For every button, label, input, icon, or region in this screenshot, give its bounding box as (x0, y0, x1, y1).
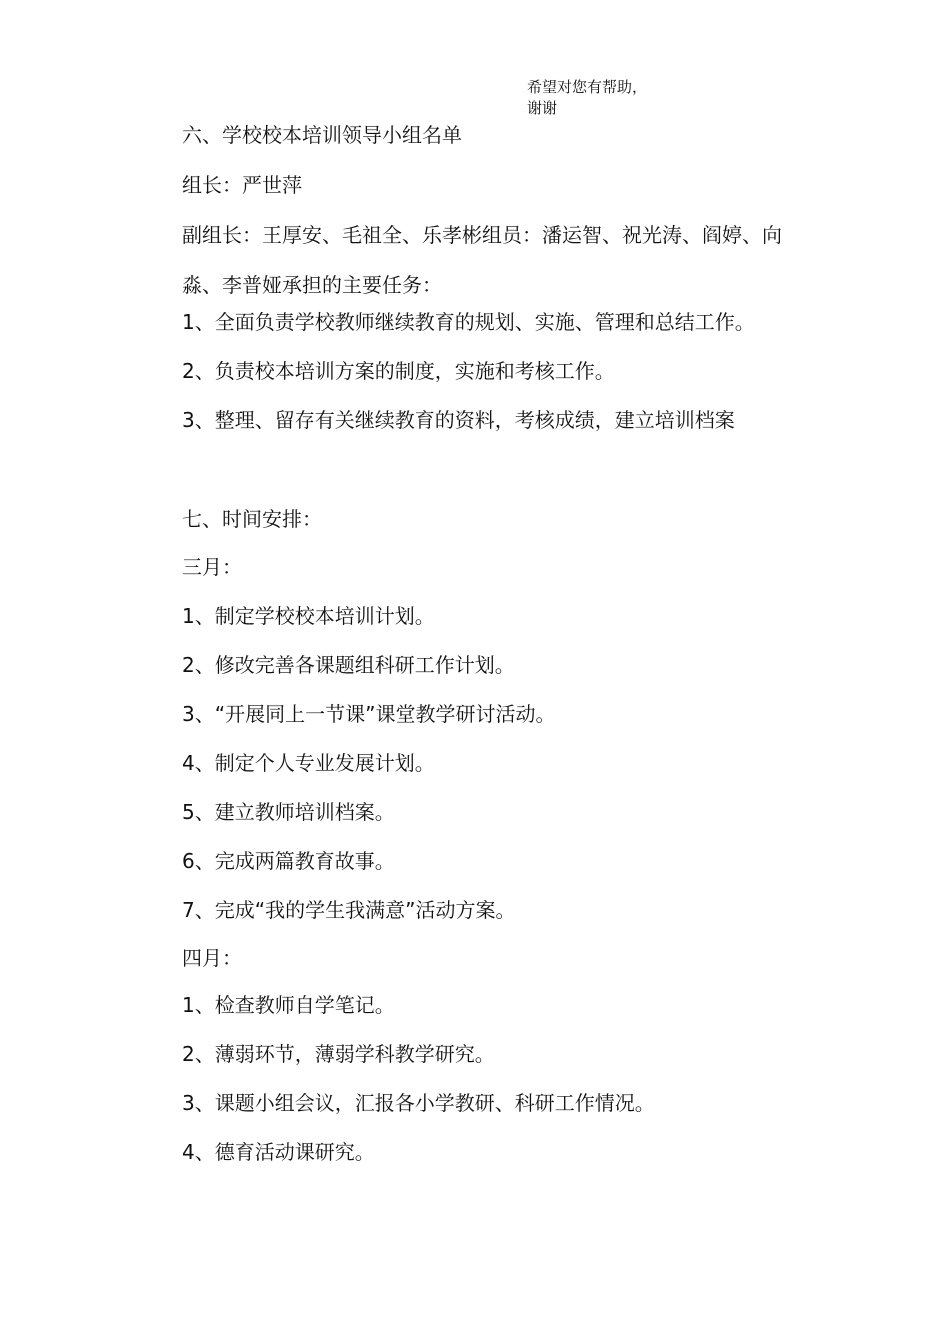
april-item: 4、德育活动课研究。 (182, 1140, 375, 1164)
month-label-march: 三月： (182, 555, 242, 579)
task-item: 3、整理、留存有关继续教育的资料，考核成绩，建立培训档案 (182, 408, 735, 432)
april-item: 3、课题小组会议，汇报各小学教研、科研工作情况。 (182, 1091, 655, 1115)
april-item: 2、薄弱环节，薄弱学科教学研究。 (182, 1042, 495, 1066)
month-label-april: 四月： (182, 946, 242, 970)
help-note (527, 77, 647, 119)
members-line-2: 淼、李普娅承担的主要任务： (182, 273, 442, 297)
leader-line: 组长：严世萍 (182, 173, 302, 197)
march-item: 2、修改完善各课题组科研工作计划。 (182, 653, 515, 677)
march-item: 5、建立教师培训档案。 (182, 800, 395, 824)
april-item: 1、检查教师自学笔记。 (182, 993, 395, 1017)
task-item: 1、全面负责学校教师继续教育的规划、实施、管理和总结工作。 (182, 310, 755, 334)
march-item: 6、完成两篇教育故事。 (182, 849, 395, 873)
march-item: 1、制定学校校本培训计划。 (182, 604, 435, 628)
march-item: 3、“开展同上一节课”课堂教学研讨活动。 (182, 702, 556, 726)
members-line-1: 副组长：王厚安、毛祖全、乐孝彬组员：潘运智、祝光涛、阎婷、向 (182, 223, 782, 247)
march-item: 4、制定个人专业发展计划。 (182, 751, 435, 775)
section-7-heading: 七、时间安排： (182, 507, 322, 531)
section-6-heading: 六、学校校本培训领导小组名单 (182, 123, 462, 147)
help-note-line-1: 希望对您有帮助， (527, 78, 648, 96)
help-note-line-2: 谢谢 (527, 99, 558, 117)
march-item: 7、完成“我的学生我满意”活动方案。 (182, 898, 516, 922)
task-item: 2、负责校本培训方案的制度，实施和考核工作。 (182, 359, 615, 383)
